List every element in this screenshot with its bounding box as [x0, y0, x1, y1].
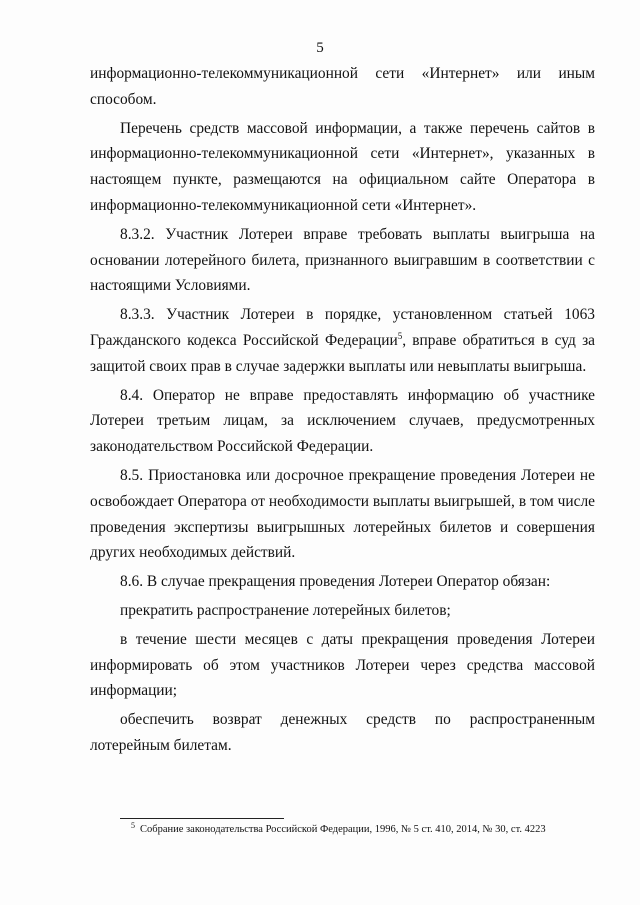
paragraph-8-5: 8.5. Приостановка или досрочное прекращение проведения Лотереи не освобождает Оператора от необходимости выплаты выигрышей, в том числе проведения экспертизы выигрышных лотерейных билетов и совершения других необходимых действий.: [90, 466, 595, 562]
paragraph-8-3-2: 8.3.2. Участник Лотереи вправе требовать выплаты выигрыша на основании лотерейного билета, признанного выигравшим в соответствии с настоящими Условиями.: [90, 225, 595, 295]
footnote-text: Собрание законодательства Российской Федерации, 1996, № 5 ст. 410, 2014, № 30, ст. 4223: [140, 824, 546, 835]
footnote: [131, 820, 601, 837]
page-number: 5: [316, 40, 324, 56]
paragraph-8-4: 8.4. Оператор не вправе предоставлять информацию об участнике Лотереи третьим лицам, за исключением случаев, предусмотренных законодательством Российской Федерации.: [90, 386, 595, 456]
footnote-reference: 5: [397, 330, 403, 341]
footnote-mark: 5: [131, 820, 135, 830]
paragraph-continuation: информационно-телекоммуникационной сети «Интернет» или иным способом.: [90, 65, 595, 108]
paragraph-media-list: Перечень средств массовой информации, а также перечень сайтов в информационно-телекоммуникационной сети «Интернет», указанных в настоящем пункте, размещаются на официальном сайте Оператора в информационно-телекоммуникационной сети «Интернет».: [90, 119, 595, 214]
paragraph-8-3-3-text-end: , вправе обратиться в суд за защитой своих прав в случае задержки выплаты или невыплаты выигрыша.: [90, 331, 595, 375]
body-text: [90, 61, 595, 762]
list-item-stop-distribution: прекратить распространение лотерейных билетов;: [120, 601, 451, 619]
list-item-refund: обеспечить возврат денежных средств по распространенным лотерейным билетам.: [90, 711, 595, 754]
paragraph-8-6: 8.6. В случае прекращения проведения Лотереи Оператор обязан:: [120, 573, 551, 591]
paragraph-8-3-3: [90, 302, 595, 379]
paragraph-8-3-3-text-start: 8.3.3. Участник Лотереи в порядке, установленном статьей 1063 Гражданского кодекса Российской Федерации: [90, 306, 595, 349]
list-item-inform-participants: в течение шести месяцев с даты прекращения проведения Лотереи информировать об этом участников Лотереи через средства массовой информации;: [90, 630, 595, 700]
footnote-divider: [120, 818, 284, 819]
